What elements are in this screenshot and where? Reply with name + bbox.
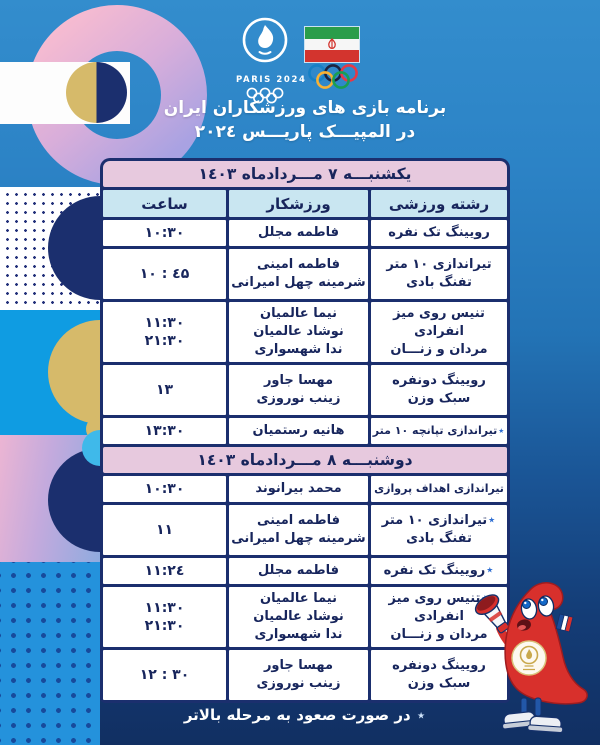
page-title-line1: برنامه بازی های ورزشکاران ایران: [163, 98, 447, 118]
cell-line: ۱۱: [155, 522, 174, 538]
cell-line: مهسا جاور: [263, 373, 334, 388]
cell-line: شرمینه چهل امیرانی: [231, 531, 366, 546]
cell-line: زینب نوروزی: [256, 391, 341, 406]
cell-line: ۱۱:۳۰: [144, 315, 185, 331]
cell-athlete: [229, 558, 368, 584]
flag-white-stripe: [305, 39, 359, 51]
cell-line: ۲۱:۳۰: [144, 333, 185, 349]
cell-line: انفرادی: [414, 609, 464, 624]
cell-line: فاطمه مجلل: [257, 563, 340, 578]
page-title-line2: در المپیـــک پاریـــس ۲۰۲٤: [194, 122, 416, 142]
cell-time: [103, 220, 226, 246]
footnote-text: در صورت صعود به مرحله بالاتر: [183, 706, 411, 724]
paris-logo-text: PARIS 2024: [236, 75, 307, 85]
cell-line: محمد بیرانوند: [255, 481, 342, 496]
cell-time: [103, 249, 226, 299]
navy-half-circle: [48, 196, 100, 300]
cell-line: فاطمه امینی: [256, 513, 341, 528]
cell-line: ندا شهسواری: [254, 627, 343, 642]
qualification-star: ٭: [488, 513, 496, 528]
cell-athlete: [229, 587, 368, 647]
cell-time: [103, 558, 226, 584]
cell-line: رویینگ دونفره: [392, 373, 486, 388]
cell-line: ٭تیراندازی ۱۰ متر: [381, 513, 496, 528]
cell-line: ۱۱:۳۰: [144, 600, 185, 616]
cell-athlete: [229, 220, 368, 246]
cell-athlete: [229, 365, 368, 415]
paris2024-flame-icon: [237, 14, 293, 70]
cell-line: ٭رویینگ تک نفره: [383, 563, 494, 578]
cell-line: ۲۱:۳۰: [144, 618, 185, 634]
cell-time: [103, 476, 226, 502]
cell-time: [103, 365, 226, 415]
cell-line: ۱۳: [155, 382, 174, 398]
cell-time: [103, 302, 226, 362]
column-header-1: ورزشکار: [229, 190, 368, 217]
cell-line: نوشاد عالمیان: [253, 609, 344, 624]
cell-line: تنیس روی میز: [393, 306, 485, 321]
cell-line: انفرادی: [414, 324, 464, 339]
cell-line: ۱۲ : ۳۰: [139, 667, 190, 683]
cell-line: مهسا جاور: [263, 658, 334, 673]
page-title: [103, 96, 507, 144]
polka-dot-block-bottom: [0, 562, 100, 745]
cell-sport: [371, 505, 507, 555]
olympic-rings-icon: [306, 62, 360, 92]
footnote-star: ٭: [416, 706, 426, 724]
qualification-star: ٭: [498, 424, 505, 437]
cell-line: مردان و زنـــان: [390, 627, 488, 642]
bright-blue-block: [0, 310, 100, 435]
gold-half-circle: [48, 320, 100, 424]
cell-time: [103, 587, 226, 647]
cell-line: ۱۰:۳۰: [144, 481, 185, 497]
cell-line: رویینگ دونفره: [392, 658, 486, 673]
column-header-2: ساعت: [103, 190, 226, 217]
cell-sport: [371, 365, 507, 415]
cell-line: نیما عالمیان: [260, 591, 337, 606]
cell-time: [103, 650, 226, 700]
cell-line: ٭تیراندازی تپانچه ۱۰ متر: [372, 424, 505, 437]
cell-line: سبک وزن: [407, 391, 471, 406]
flag-red-stripe: [305, 50, 359, 62]
cell-athlete: [229, 476, 368, 502]
cell-sport: [371, 302, 507, 362]
cell-line: فاطمه امینی: [256, 257, 341, 272]
cell-line: ۱۰ : ٤۵: [139, 266, 190, 282]
cell-athlete: [229, 302, 368, 362]
cell-line: تفنگ بادی: [406, 275, 472, 290]
cell-line: سبک وزن: [407, 676, 471, 691]
cell-line: تنیس روی میز: [389, 590, 490, 608]
cell-line: ۱۳:۳۰: [144, 423, 185, 439]
cell-line: ۱۰:۳۰: [144, 225, 185, 241]
day-header: دوشنبـــه ۸ مـــردادماه ۱٤۰۳: [103, 447, 507, 473]
cell-athlete: [229, 418, 368, 444]
column-header-0: رشته ورزشی: [371, 190, 507, 217]
cell-line: ندا شهسواری: [254, 342, 343, 357]
iran-emblem-icon: [326, 38, 338, 50]
cell-line: هانیه رستمیان: [252, 423, 345, 438]
cell-athlete: [229, 650, 368, 700]
cell-line: نیما عالمیان: [260, 306, 337, 321]
cell-time: [103, 418, 226, 444]
cell-time: [103, 505, 226, 555]
cell-sport: [371, 476, 507, 502]
cell-athlete: [229, 249, 368, 299]
cell-athlete: [229, 505, 368, 555]
cell-line: شرمینه چهل امیرانی: [231, 275, 366, 290]
cell-line: رویینگ تک نفره: [388, 225, 490, 240]
cell-line: تیراندازی ۱۰ متر: [386, 257, 492, 272]
cell-sport: [371, 220, 507, 246]
cell-sport: [371, 418, 507, 444]
cell-line: مردان و زنـــان: [390, 342, 488, 357]
day-header: یکشنبـــه ۷ مـــردادماه ۱٤۰۳: [103, 161, 507, 187]
cell-line: زینب نوروزی: [256, 676, 341, 691]
cell-line: ۱۱:۲٤: [144, 563, 185, 579]
polka-dot-block-top: [0, 187, 100, 310]
iran-flag-icon: [305, 27, 359, 62]
cell-line: تیراندازی اهداف پروازی: [374, 482, 504, 495]
cell-line: فاطمه مجلل: [257, 225, 340, 240]
cell-line: تفنگ بادی: [406, 531, 472, 546]
cell-sport: [371, 249, 507, 299]
cell-line: نوشاد عالمیان: [253, 324, 344, 339]
schedule-table: [100, 158, 510, 703]
phryge-mascot-icon: [468, 570, 598, 745]
qualification-star: ٭: [486, 563, 494, 578]
footnote: [100, 706, 510, 724]
